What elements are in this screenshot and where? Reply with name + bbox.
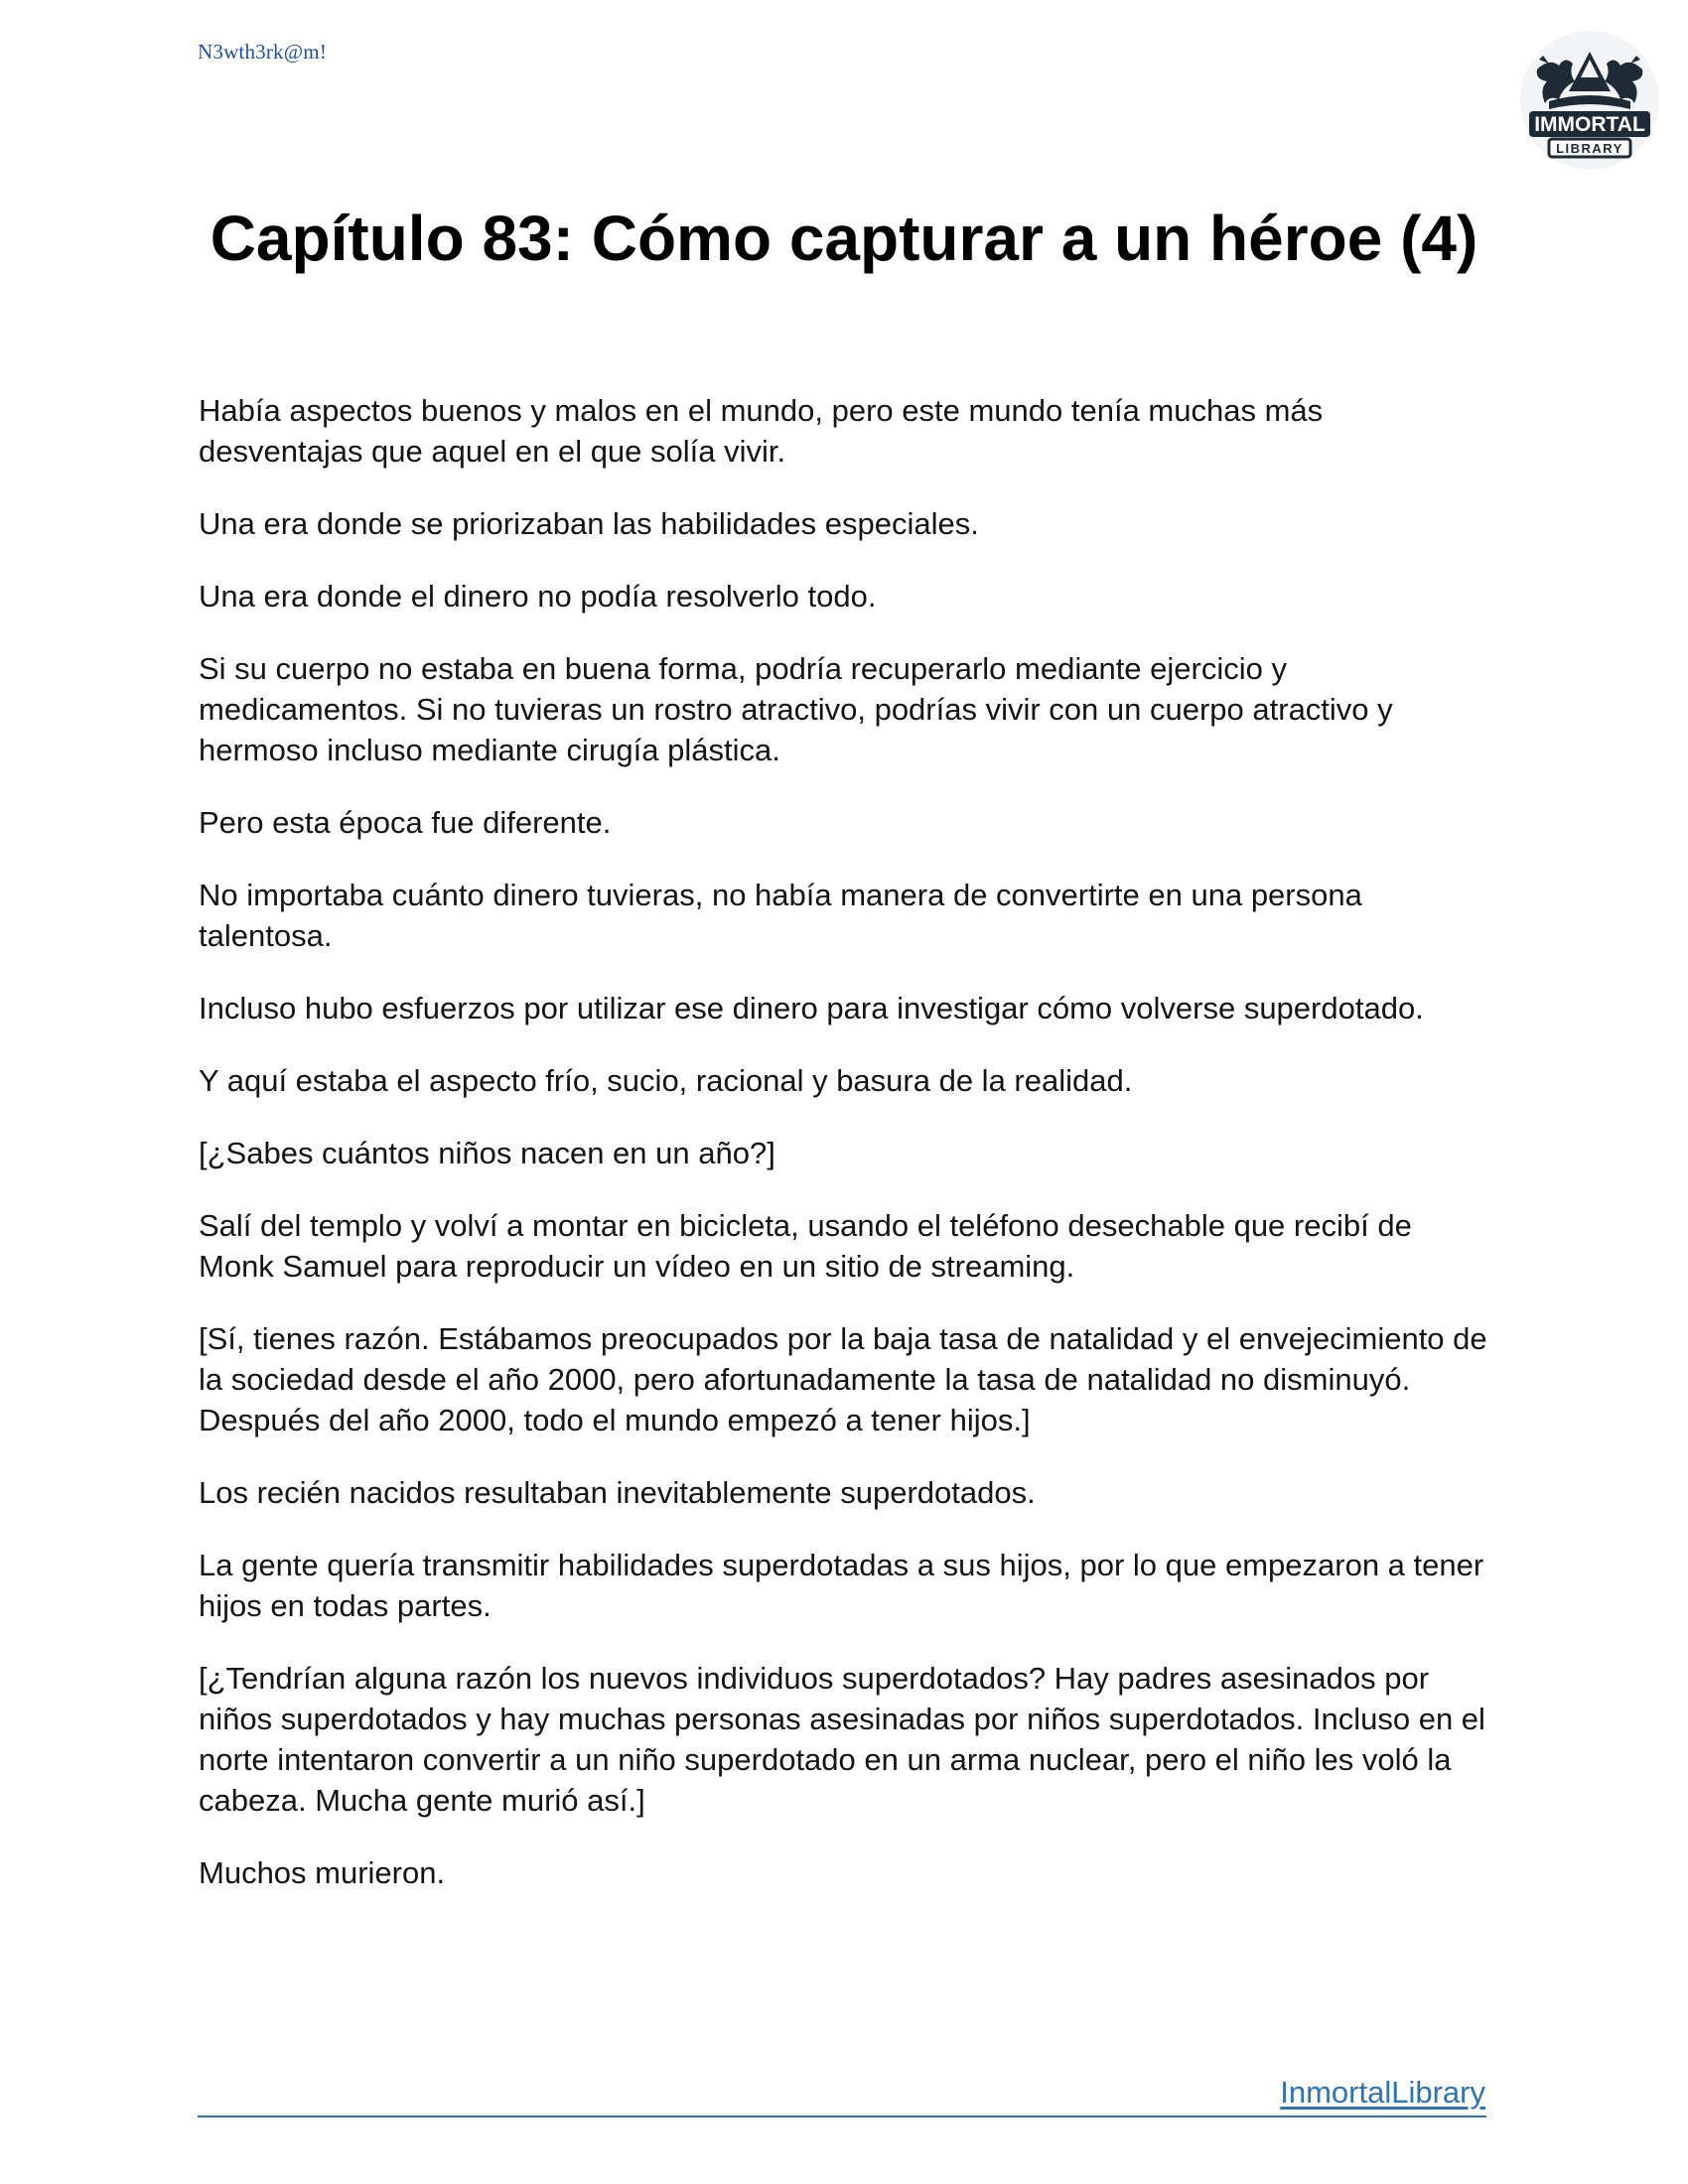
paragraph: Y aquí estaba el aspecto frío, sucio, racional y basura de la realidad. [199, 1063, 1133, 1098]
logo-text-immortal: IMMORTAL [1534, 113, 1645, 136]
paragraph: Los recién nacidos resultaban inevitablemente superdotados. [199, 1475, 1036, 1510]
paragraph: Si su cuerpo no estaba en buena forma, podría recuperarlo mediante ejercicio y medicamentos. Si no tuvieras un rostro atractivo, podrías vivir con un cuerpo atractivo y hermoso incluso mediante cirugía plástica. [199, 651, 1393, 767]
paragraph: Una era donde se priorizaban las habilidades especiales. [199, 506, 979, 541]
paragraph: La gente quería transmitir habilidades superdotadas a sus hijos, por lo que empezaron a tener hijos en todas partes. [199, 1548, 1484, 1623]
paragraph: [Sí, tienes razón. Estábamos preocupados por la baja tasa de natalidad y el envejecimiento de la sociedad desde el año 2000, pero afortunadamente la tasa de natalidad no disminuyó. Después del año 2000, todo el mundo empezó a tener hijos.] [199, 1321, 1487, 1437]
paragraph: Pero esta época fue diferente. [199, 805, 612, 840]
footer-link[interactable]: InmortalLibrary [1280, 2075, 1485, 2110]
header-tag: N3wth3rk@m! [198, 40, 328, 64]
chapter-title: Capítulo 83: Cómo capturar a un héroe (4) [210, 203, 1478, 274]
paragraph: [¿Sabes cuántos niños nacen en un año?] [199, 1136, 775, 1170]
chapter-body [199, 390, 1489, 1925]
logo-text-library: LIBRARY [1556, 141, 1623, 156]
paragraph: Una era donde el dinero no podía resolverlo todo. [199, 579, 877, 614]
paragraph: Muchos murieron. [199, 1855, 446, 1890]
footer-divider [198, 2116, 1486, 2117]
paragraph: Salí del templo y volví a montar en bicicleta, usando el teléfono desechable que recibí de Monk Samuel para reproducir un vídeo en un sitio de streaming. [199, 1208, 1412, 1284]
dragon-crest-icon [1519, 30, 1660, 171]
paragraph: Había aspectos buenos y malos en el mundo, pero este mundo tenía muchas más desventajas que aquel en el que solía vivir. [199, 393, 1324, 469]
paragraph: No importaba cuánto dinero tuvieras, no había manera de convertirte en una persona talentosa. [199, 878, 1362, 953]
immortal-library-logo [1519, 30, 1660, 171]
paragraph: Incluso hubo esfuerzos por utilizar ese dinero para investigar cómo volverse superdotado. [199, 991, 1424, 1025]
paragraph: [¿Tendrían alguna razón los nuevos individuos superdotados? Hay padres asesinados por niños superdotados y hay muchas personas asesinadas por niños superdotados. Incluso en el norte intentaron convertir a un niño superdotado en un arma nuclear, pero el niño les voló la cabeza. Mucha gente murió así.] [199, 1661, 1485, 1818]
